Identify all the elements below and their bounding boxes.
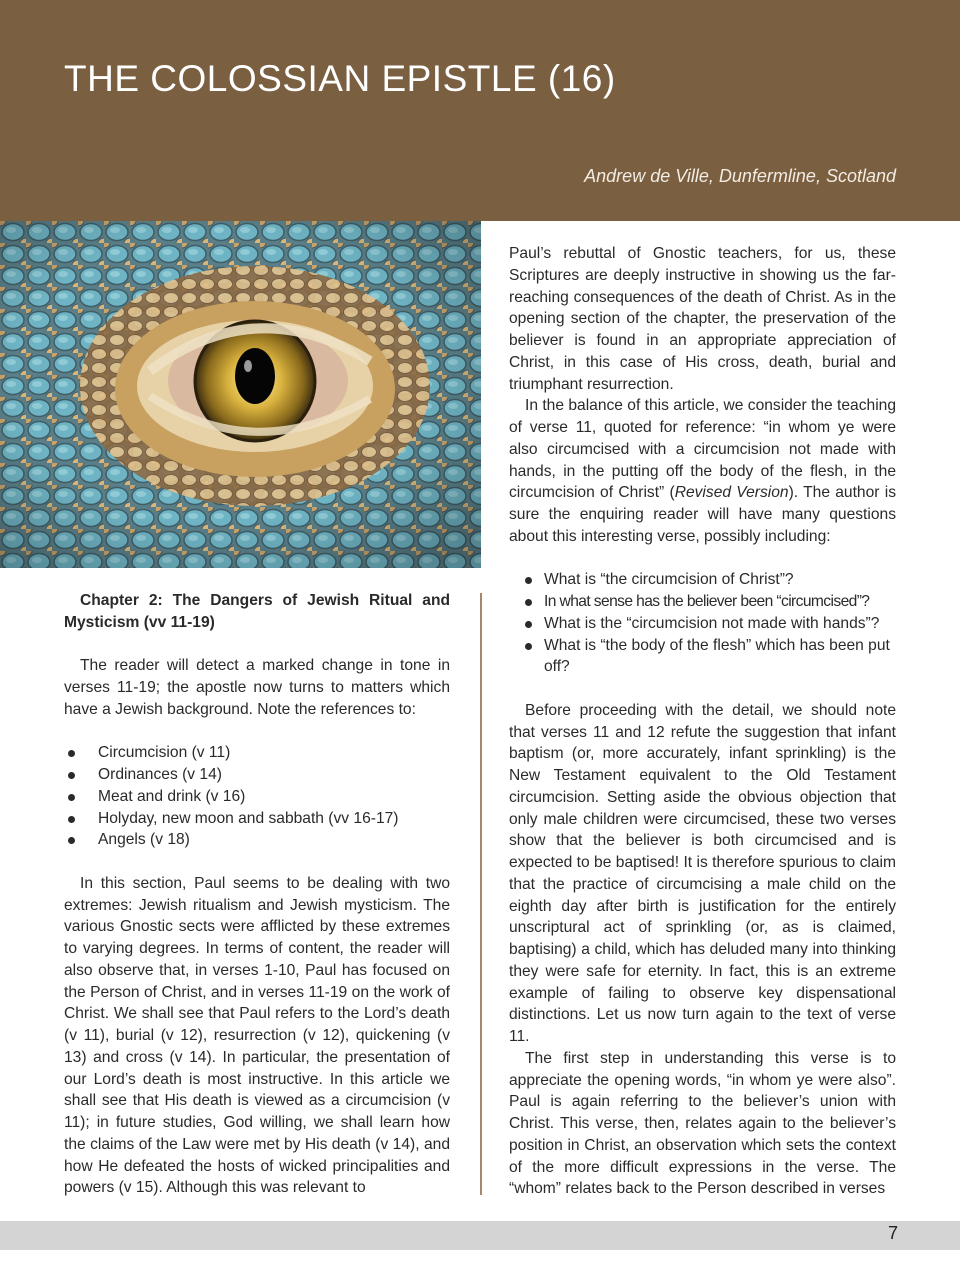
- column-divider: [480, 593, 482, 1195]
- bullet-icon: [68, 794, 75, 801]
- article-title: THE COLOSSIAN EPISTLE (16): [64, 58, 616, 99]
- bullet-icon: [68, 816, 75, 823]
- section-heading: Chapter 2: The Dangers of Jewish Ritual and Mysticism (vv 11-19): [64, 592, 450, 631]
- list-item: What is “the circumcision of Christ”?: [509, 569, 896, 591]
- body-paragraph: Paul’s rebuttal of Gnostic teachers, for us, these Scriptures are deeply instructive in showing us the far-reaching consequences of the death of Christ. As in the opening section of the chapter, the preservation of the believer is found in an appropriate appreciation of Christ, in this case of His cross, death, burial and triumphant resurrection.: [509, 245, 896, 393]
- list-item: Circumcision (v 11): [64, 742, 450, 764]
- body-paragraph: In the balance of this article, we consider the teaching of verse 11, quoted for reference: “in whom ye were also circumcised with a circumcision not made with hands, in the putting off the body of the flesh, in the circumcision of Christ” (Revised Version). The author is sure the enquiring reader will have many questions about this interesting verse, possibly including:: [509, 397, 897, 545]
- left-column: [64, 590, 450, 1199]
- body-paragraph: Before proceeding with the detail, we should note that verses 11 and 12 refute the suggestion that infant baptism (or, more accurately, infant sprinkling) is the New Testament equivalent to the Old Testament circumcision. Setting aside the obvious objection that only male children were circumcised, these two verses show that the believer is both circumcised and is expected to be baptised! It is therefore spurious to claim that the practice of circumcising a male child on the eighth day after birth is justification for the entirely unscriptural act of sprinkling (or, as is claimed, baptising) a child, which has deluded many into thinking they were safe for eternity. In fact, this is an extreme example of failing to observe key dispensational distinctions. Let us now turn again to the text of verse 11.: [509, 701, 896, 1045]
- question-list: [509, 569, 896, 678]
- reference-list: [64, 742, 450, 851]
- list-item: Holyday, new moon and sabbath (vv 16-17): [64, 808, 450, 830]
- bullet-icon: [525, 621, 532, 628]
- bullet-icon: [525, 643, 532, 650]
- page-number: 7: [887, 1223, 898, 1243]
- bullet-icon: [68, 772, 75, 779]
- list-item: Meat and drink (v 16): [64, 786, 450, 808]
- bullet-icon: [68, 837, 75, 844]
- bullet-icon: [525, 577, 532, 584]
- iguana-eye-photo-icon: [0, 221, 481, 568]
- list-item: In what sense has the believer been “circumcised”?: [509, 591, 896, 613]
- list-item: Ordinances (v 14): [64, 764, 450, 786]
- list-item: Angels (v 18): [64, 829, 450, 851]
- header-banner: [0, 0, 960, 221]
- right-column: [509, 243, 896, 1200]
- list-item: What is the “circumcision not made with hands”?: [509, 613, 896, 635]
- body-paragraph: In this section, Paul seems to be dealing with two extremes: Jewish ritualism and Jewish mysticism. The various Gnostic sects were afflicted by these extremes to varying degrees. In terms of content, the reader will also observe that, in verses 1-10, Paul has focused on the Person of Christ, and in verses 11-19 on the work of Christ. We shall see that Paul refers to the Lord’s death (v 11), burial (v 12), resurrection (v 12), quickening (v 13) and cross (v 14). In particular, the presentation of our Lord’s death is most instructive. In this article we shall see that His death is viewed as a circumcision (v 11); in future studies, God willing, we shall learn how the claims of the Law were met by His death (v 14), and how He defeated the hosts of wicked principalities and powers (v 15). Although this was relevant to: [64, 874, 450, 1197]
- intro-paragraph: The reader will detect a marked change in tone in verses 11-19; the apostle now turns to matters which have a Jewish background. Note the references to:: [64, 657, 450, 718]
- bullet-icon: [525, 599, 532, 606]
- author-byline: Andrew de Ville, Dunfermline, Scotland: [584, 166, 896, 186]
- version-citation: Revised Version: [674, 484, 789, 502]
- bullet-icon: [68, 750, 75, 757]
- footer-bar: [0, 1221, 960, 1250]
- body-paragraph: The first step in understanding this verse is to appreciate the opening words, “in whom ye were also”. Paul is again referring to the believer’s union with Christ. This verse, then, relates again to the believer’s position in Christ, an observation which sets the context of the more difficult expressions in the verse. The “whom” relates back to the Person described in verses: [509, 1049, 896, 1198]
- list-item: What is “the body of the flesh” which has been put off?: [509, 635, 896, 679]
